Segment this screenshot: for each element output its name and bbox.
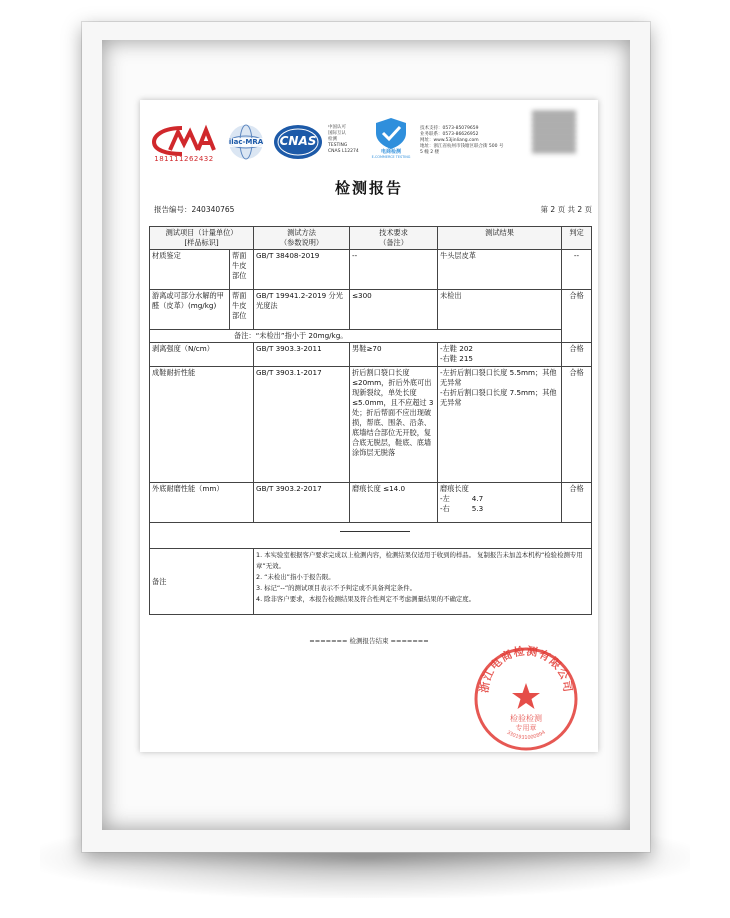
shield-check-icon <box>368 116 414 150</box>
table-row: 剥离强度（N/cm） GB/T 3903.3-2011 男鞋≥70 -左鞋 202 -右鞋 215 合格 <box>150 343 592 367</box>
company-seal <box>472 645 580 753</box>
report-title: 检测报告 <box>334 179 403 197</box>
cma-number: 181111262432 <box>154 155 214 163</box>
header-result: 测试结果 <box>438 227 562 250</box>
ecommerce-testing-badge <box>368 116 414 162</box>
table-note-row: 备注：“未检出”指小于 20mg/kg。 <box>150 330 592 343</box>
seal-ring-text: 浙江电商检测有限公司 <box>477 645 575 694</box>
header-requirement: 技术要求 （备注） <box>350 227 438 250</box>
header-method: 测试方法 （参数说明） <box>254 227 350 250</box>
cnas-text: CNAS <box>279 134 317 148</box>
seal-inner-line2: 专用章 <box>515 724 537 732</box>
seal-inner-line1: 检验检测 <box>510 714 542 723</box>
table-row: 成鞋耐折性能 GB/T 3903.1-2017 折后割口裂口长度≤20mm，折后外底可出现新裂纹，单处长度≤5.0mm，且不应超过 3 处；折后帮面不应出现破损，帮底、围条、沿条、底墙结合部位无开胶，复合底无脱层，鞋底、底墙涂饰层无脱落 -左折后割口裂口长度 5.5mm；其他无异常 -右折后割口裂口长度 7.5mm；其他无异常 合格 <box>150 367 592 483</box>
table-header-row <box>150 227 592 250</box>
ecommerce-badge-en: E-COMMERCE TESTING <box>371 155 411 159</box>
qr-code-blurred <box>532 110 576 154</box>
report-page <box>140 100 598 752</box>
seal-number: 3301931000894 <box>505 729 547 742</box>
page-info: 第 2 页 共 2 页 <box>540 205 592 214</box>
test-results-table <box>149 226 592 615</box>
table-row: 外底耐磨性能（mm） GB/T 3903.2-2017 磨痕长度 ≤14.0 磨痕长度 -左 4.7 -右 5.3 合格 <box>150 483 592 523</box>
table-row: 材质鉴定 帮面牛皮部位 GB/T 38408-2019 -- 牛头层皮革 -- <box>150 250 592 290</box>
seal-star-icon <box>512 683 540 709</box>
header-item: 测试项目（计量单位） [样品标识] <box>150 227 254 250</box>
report-number: 报告编号：240340765 <box>154 205 235 214</box>
remarks-row: 备注 1. 本实验室根据客户要求完成以上检测内容，检测结果仅适用于收到的样品。 复制报告未加盖本机构“检验检测专用章”无效。 2. “未检出”指小于报告限。 3. 标记“--”的测试项目表示不予判定或不具备判定条件。 4. 除非客户要求，本报告检测结果及符合性判定不考虑测量结果的不确定度。 <box>150 549 592 615</box>
report-end-marker: ======= 检测报告结束 ======= <box>309 637 429 645</box>
table-blank-row <box>150 523 592 549</box>
lab-contact-info: 技术支持：0573-85079659 业务联系：0573-86626952 网址：www.53jinliang.com 地址：浙江省杭州市钱塘区联合街 500 号 5 幢 2 楼 <box>420 126 504 155</box>
ilac-text: ilac-MRA <box>228 138 264 146</box>
ecommerce-badge-cn: 电商检测 <box>380 149 401 155</box>
cma-logo <box>152 124 216 164</box>
cnas-logo <box>272 122 324 162</box>
cnas-accreditation-note: 中国认可 国际互认 检测 TESTING CNAS L12274 <box>328 125 359 154</box>
header-judgement: 判定 <box>562 227 592 250</box>
ilac-mra-logo <box>224 122 268 162</box>
table-row: 游离或可部分水解的甲醛（皮革）(mg/kg) 帮面牛皮部位 GB/T 19941.2-2019 分光光度法 ≤300 未检出 合格 <box>150 290 592 330</box>
divider-line <box>340 531 410 532</box>
